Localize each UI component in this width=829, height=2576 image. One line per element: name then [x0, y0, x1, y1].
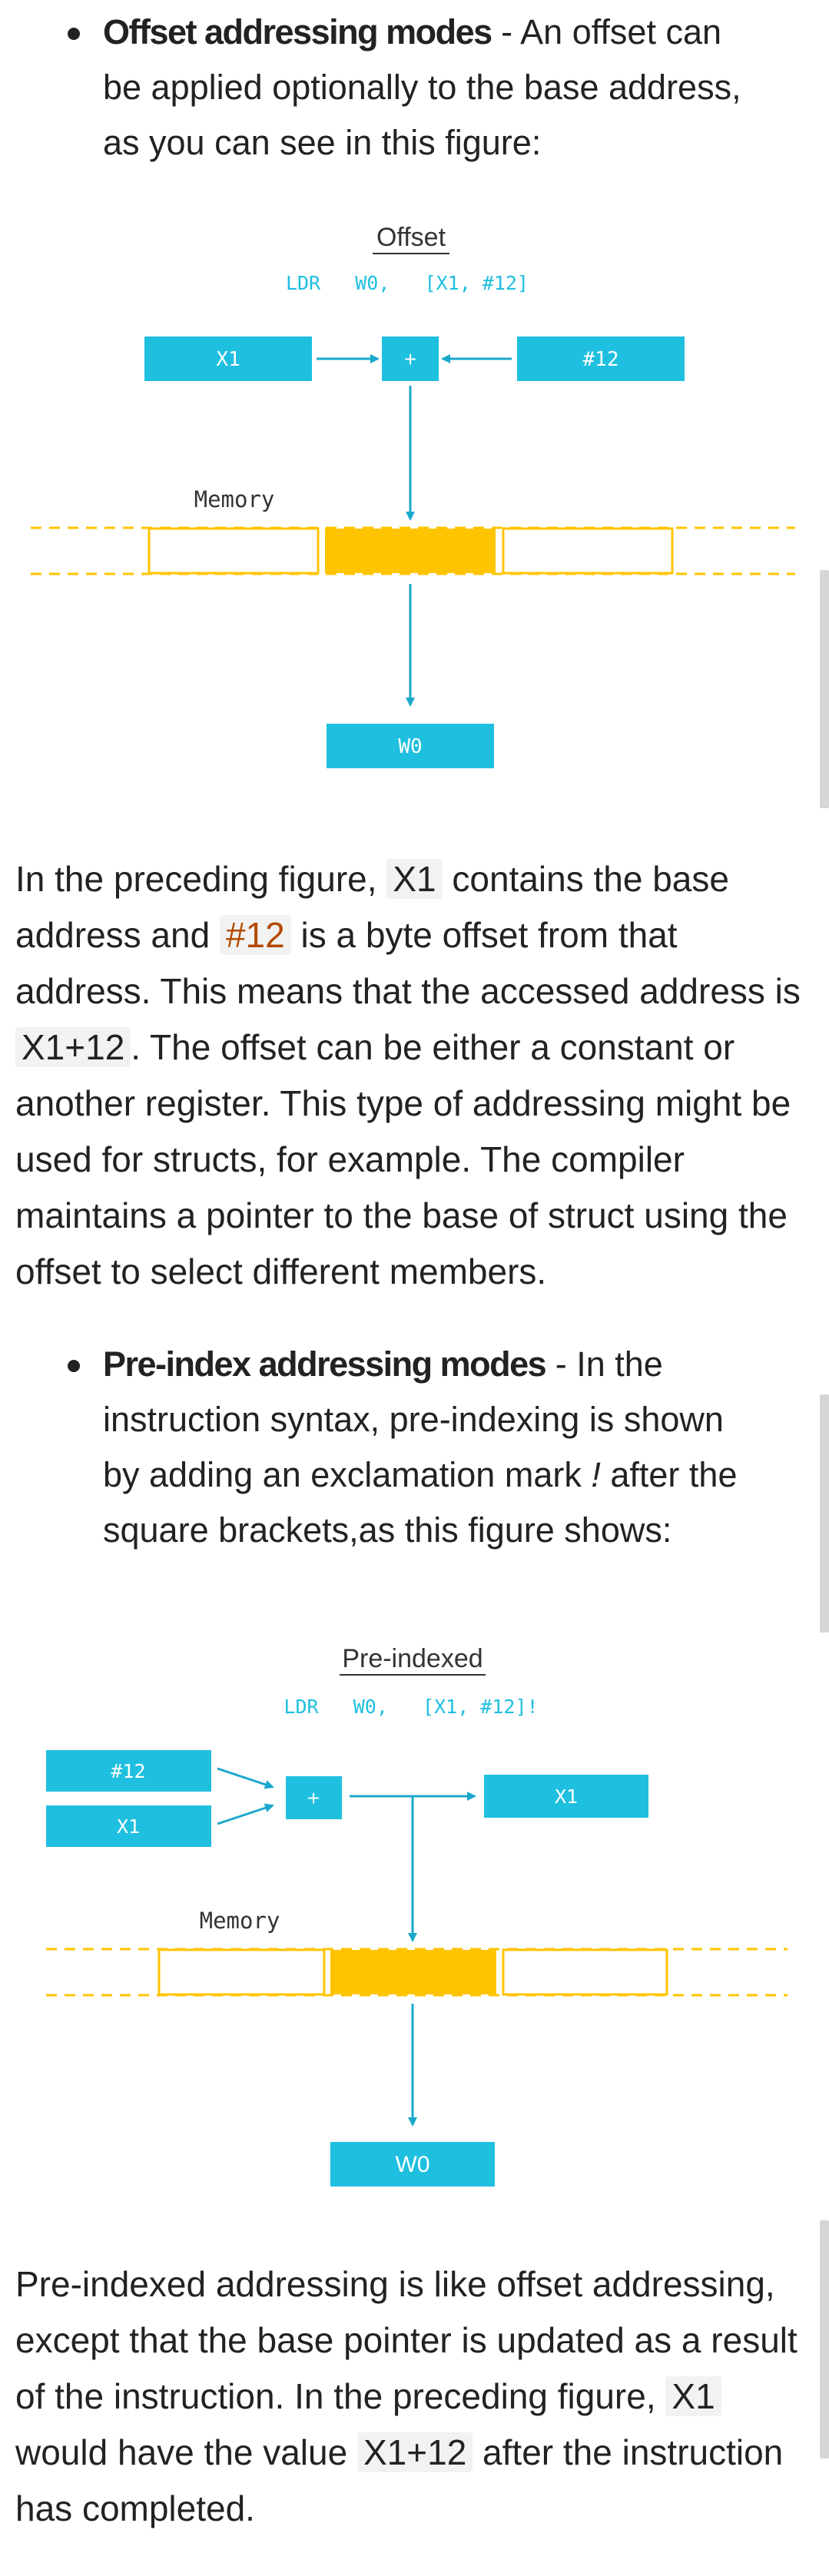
immediate-label: #12 — [111, 1760, 146, 1782]
exclamation-mark: ! — [591, 1455, 601, 1494]
bullet-dot — [68, 1360, 80, 1372]
memory-cell-left — [149, 529, 318, 573]
offset-instruction: LDR W0, [X1, #12] — [285, 272, 529, 294]
code-x1-plus-12: X1+12 — [15, 1027, 131, 1067]
scroll-indicator[interactable] — [820, 570, 829, 808]
code-x1: X1 — [665, 2376, 721, 2416]
scroll-indicator[interactable] — [820, 1394, 829, 1633]
scroll-indicator[interactable] — [820, 2220, 829, 2458]
preindex-title: Pre-index addressing modes — [103, 1344, 546, 1384]
code-imm: #12 — [220, 915, 291, 955]
memory-cell-left — [159, 1950, 324, 1994]
plus-sign: + — [307, 1786, 320, 1810]
preindex-figure — [0, 1636, 829, 2205]
writeback-x1-label: X1 — [554, 1785, 579, 1808]
bullet-dot — [68, 28, 80, 40]
arrow-x1-to-plus — [217, 1805, 273, 1824]
memory-cell-accessed — [325, 529, 496, 573]
w0-register-label: W0 — [398, 735, 423, 758]
x1-register-label: X1 — [216, 348, 240, 371]
preindex-instruction: LDR W0, [X1, #12]! — [284, 1696, 539, 1718]
x1-register-label: X1 — [116, 1815, 141, 1838]
offset-caption: Offset — [376, 223, 446, 252]
code-x1: X1 — [386, 859, 442, 899]
arrow-imm-to-plus — [217, 1769, 273, 1787]
offset-explanation: In the preceding figure, X1 contains the base address and #12 is a byte offset from that address. This means that the accessed address is X1+12 . The offset can be either a constant or another register. This type of addressing might be used for structs, for example. The compiler maintains a pointer to the base of struct using the offset to select different members. — [15, 859, 801, 1291]
preindex-explanation: Pre-indexed addressing is like offset addressing, except that the base pointer is updated as a result of the instruction. In the preceding figure, X1 would have the value X1+12 after the instruction has completed. — [15, 2264, 797, 2528]
plus-sign: + — [403, 347, 417, 371]
offset-bullet — [68, 5, 759, 171]
memory-cell-right — [503, 1950, 667, 1994]
memory-cell-right — [503, 529, 672, 573]
code-x1-plus-12: X1+12 — [357, 2432, 473, 2472]
offset-title: Offset addressing modes — [103, 12, 492, 51]
immediate-label: #12 — [582, 348, 619, 371]
preindex-bullet: Pre-index addressing modes - In the instruction syntax, pre-indexing is shown by adding an exclamation mark ! after the square brackets,as this figure shows: — [68, 1337, 759, 1558]
memory-label: Memory — [199, 1908, 280, 1934]
memory-label: Memory — [194, 486, 275, 512]
offset-figure — [0, 215, 829, 784]
memory-cell-accessed — [330, 1950, 496, 1994]
offset-description: - An offset can be applied optionally to the base address, as you can see in this figure: — [103, 12, 741, 162]
preindex-caption: Pre-indexed — [342, 1644, 483, 1673]
w0-register-label: W0 — [395, 2152, 430, 2177]
